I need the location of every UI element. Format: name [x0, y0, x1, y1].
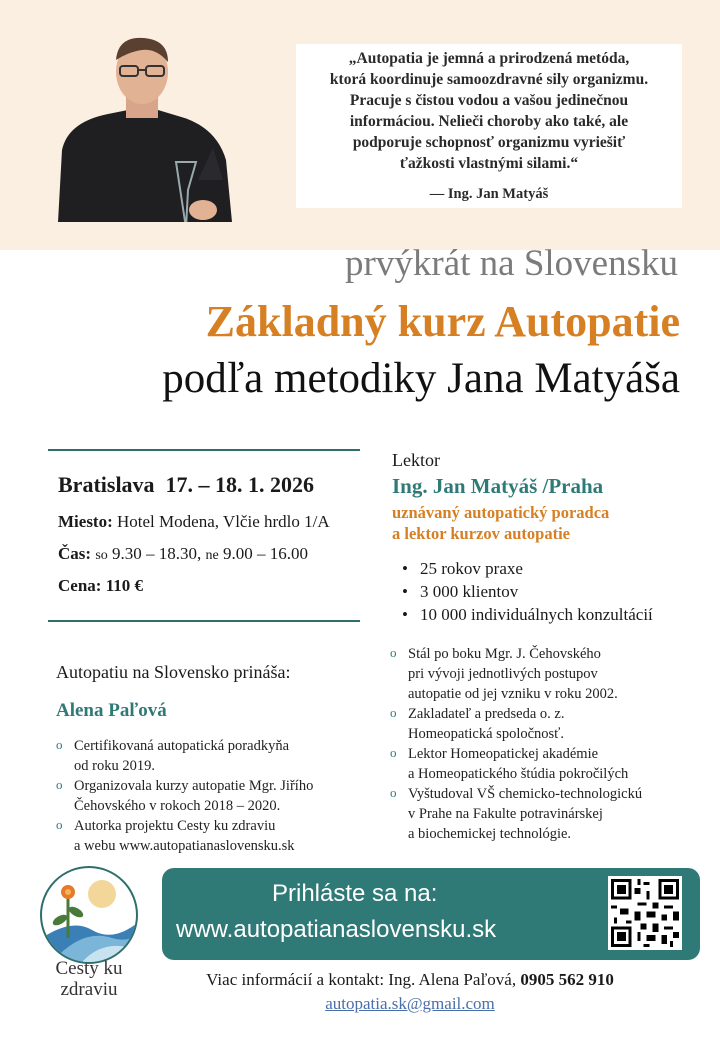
- lecturer-stats: [398, 557, 653, 626]
- event-price: Cena: 110 €: [58, 576, 143, 595]
- contact-phone[interactable]: 0905 562 910: [520, 970, 614, 989]
- stat-item: • 3 000 klientov: [398, 580, 653, 603]
- qr-code-icon[interactable]: [608, 876, 682, 950]
- organizer-item: [54, 736, 374, 776]
- event-time: [58, 544, 308, 564]
- organizer-line: a webu www.autopatianaslovensku.sk: [74, 838, 295, 854]
- bio-line: o Vyštudoval VŠ chemicko-technologickú: [408, 786, 643, 802]
- logo-line: zdraviu: [60, 979, 118, 1000]
- bio-line: Homeopatická spoločnosť.: [408, 726, 564, 742]
- quote-line: ťažkosti vlastnými silami.“: [399, 155, 579, 172]
- time-label: Čas:: [58, 544, 92, 563]
- lecturer-bio: [388, 644, 708, 844]
- registration-prompt: Prihláste sa na:: [272, 880, 438, 907]
- bio-line: v Prahe na Fakulte potravinárskej: [408, 806, 603, 822]
- quote-line: informáciou. Nelieči choroby ako také, ale: [349, 113, 629, 130]
- role-line: uznávaný autopatický poradca: [392, 503, 610, 522]
- organizer-item: [54, 816, 374, 856]
- logo-graphic-icon: [42, 868, 136, 962]
- bio-line: o Stál po boku Mgr. J. Čehovského: [408, 646, 601, 662]
- organizer-intro: Autopatiu na Slovensko prináša:: [56, 662, 291, 682]
- lecturer-name: Ing. Jan Matyáš /Praha: [392, 474, 604, 498]
- lecturer-role: [392, 502, 609, 544]
- bio-item: [388, 704, 708, 744]
- organizer-line: o Certifikovaná autopatická poradkyňa: [74, 738, 290, 754]
- contact-email-link[interactable]: autopatia.sk@gmail.com: [325, 994, 495, 1013]
- quote-line: podporuje schopnosť organizmu vyriešiť: [352, 134, 626, 151]
- logo-line: Cesty ku: [55, 958, 123, 979]
- event-place: [58, 512, 330, 532]
- course-subtitle: podľa metodiky Jana Matyáša: [162, 355, 680, 402]
- contact-line: [150, 970, 670, 990]
- quote-line: Pracuje s čistou vodou a vašou jedinečnou: [349, 92, 629, 109]
- organizer-line: Čehovského v rokoch 2018 – 2020.: [74, 798, 281, 814]
- cesty-ku-zdraviu-logo: [40, 866, 138, 964]
- first-time-subheading: prvýkrát na Slovensku: [345, 243, 678, 284]
- place-value: Hotel Modena, Vlčie hrdlo 1/A: [117, 512, 330, 531]
- bio-item: [388, 784, 708, 844]
- role-line: a lektor kurzov autopatie: [392, 524, 570, 543]
- divider: [48, 620, 360, 622]
- organizer-name: Alena Paľová: [56, 700, 167, 721]
- quote-line: ktorá koordinuje samoozdravné sily organizmu.: [329, 71, 649, 88]
- registration-url-link[interactable]: www.autopatianaslovensku.sk: [176, 916, 497, 943]
- organizer-line: o Autorka projektu Cesty ku zdraviu: [74, 818, 276, 834]
- contact-prefix: Viac informácií a kontakt: Ing. Alena Paľová,: [206, 970, 517, 989]
- time-sun-prefix: ne: [205, 548, 219, 563]
- organizer-list: [54, 736, 374, 856]
- organizer-line: od roku 2019.: [74, 758, 155, 774]
- bio-line: autopatie od jej vzniku v roku 2002.: [408, 686, 618, 702]
- time-sat-prefix: so: [95, 548, 108, 563]
- bio-line: pri vývoji jednotlivých postupov: [408, 666, 598, 682]
- divider: [48, 449, 360, 451]
- quote-author: — Ing. Jan Matyáš: [429, 186, 549, 202]
- organizer-item: [54, 776, 374, 816]
- bio-item: [388, 744, 708, 784]
- course-title: Základný kurz Autopatie: [205, 297, 680, 346]
- bio-line: a Homeopatického štúdia pokročilých: [408, 766, 629, 782]
- stat-item: • 25 rokov praxe: [398, 557, 653, 580]
- logo-text: [24, 958, 154, 1000]
- time-sun: 9.00 – 16.00: [222, 544, 308, 563]
- place-label: Miesto:: [58, 512, 113, 531]
- quote-text: [300, 48, 678, 174]
- time-sat: 9.30 – 18.30,: [112, 544, 202, 563]
- bio-line: o Lektor Homeopatickej akadémie: [408, 746, 599, 762]
- organizer-line: o Organizovala kurzy autopatie Mgr. Jiřího: [74, 778, 314, 794]
- bio-item: [388, 644, 708, 704]
- stat-item: • 10 000 individuálnych konzultácií: [398, 603, 653, 626]
- bio-line: a biochemickej technológie.: [408, 826, 572, 842]
- lecturer-label: Lektor: [392, 450, 440, 470]
- bio-line: o Zakladateľ a predseda o. z.: [408, 706, 565, 722]
- event-city-date: Bratislava 17. – 18. 1. 2026: [58, 472, 315, 497]
- quote-line: „Autopatia je jemná a prirodzená metóda,: [348, 50, 630, 67]
- speaker-photo: [48, 30, 238, 222]
